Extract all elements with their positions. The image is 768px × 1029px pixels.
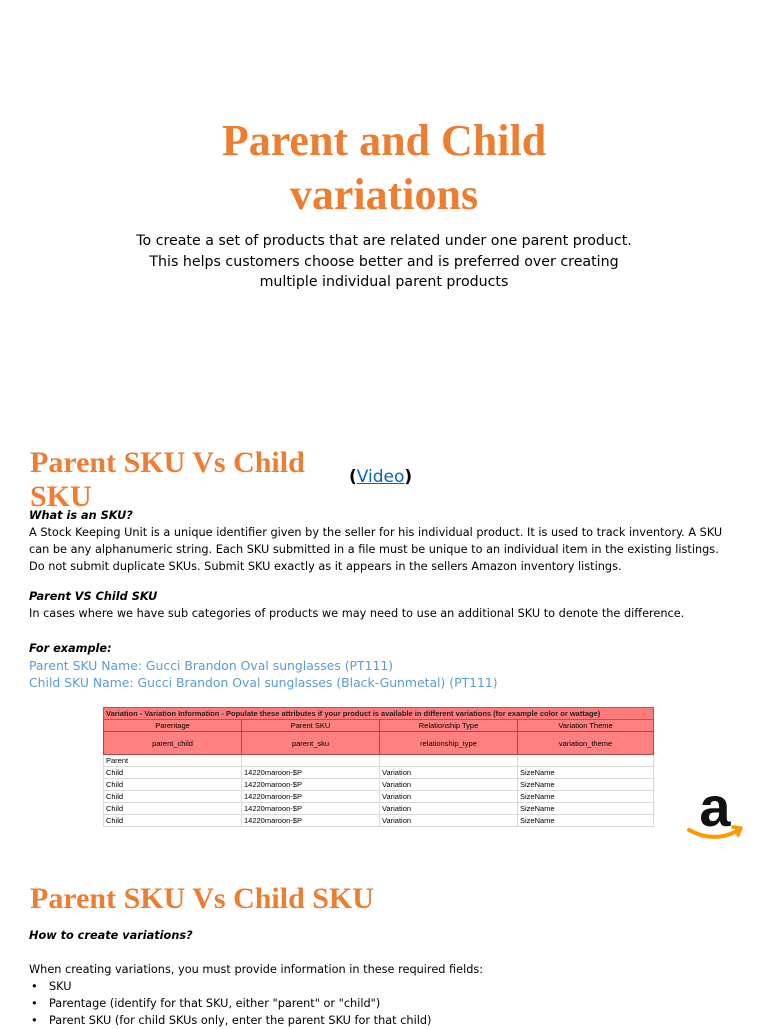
list-item: • Parentage (identify for that SKU, either "parent" or "child"): [29, 995, 431, 1012]
table-cell: SizeName: [518, 767, 654, 779]
sku-definition-line-1: A Stock Keeping Unit is a unique identifier given by the seller for his individual product. It is used to track inventory. A SKU: [29, 526, 723, 539]
question-parent-vs-child: Parent VS Child SKU: [29, 590, 158, 603]
table-cell: 14220maroon-$P: [242, 803, 380, 815]
table-cell: Parent: [104, 755, 242, 767]
sku-definition-line-3: Do not submit duplicate SKUs. Submit SKU exactly as it appears in the sellers Amazon inventory listings.: [29, 560, 622, 573]
table-banner: Variation - Variation Information - Populate these attributes if your product is available in different variations (for example color or wattage): [104, 708, 654, 720]
table-cell: Child: [104, 791, 242, 803]
amazon-logo-icon: [683, 782, 747, 844]
title-line-2: variations: [289, 170, 479, 219]
example-label: For example:: [29, 642, 112, 655]
table-header: Parentage: [104, 720, 242, 732]
table-row: [104, 815, 654, 827]
section1-title: [30, 446, 305, 514]
table-cell: [380, 755, 518, 767]
table-key: parent_child: [104, 732, 242, 755]
table-cell: SizeName: [518, 803, 654, 815]
required-fields-intro: When creating variations, you must provide information in these required fields:: [29, 963, 484, 976]
table-cell: Child: [104, 803, 242, 815]
section2-title: Parent SKU Vs Child SKU: [30, 882, 374, 915]
parent-vs-child-text: In cases where we have sub categories of products we may need to use an additional SKU to denote the difference.: [29, 607, 685, 620]
table-key: variation_theme: [518, 732, 654, 755]
page-title: [0, 114, 768, 222]
question-what-is-sku: What is an SKU?: [29, 509, 133, 522]
table-header: Variation Theme: [518, 720, 654, 732]
table-row: [104, 803, 654, 815]
table-cell: 14220maroon-$P: [242, 767, 380, 779]
video-open-paren: (: [349, 467, 357, 487]
sku-definition: [29, 524, 749, 575]
list-item: • Parent SKU (for child SKUs only, enter the parent SKU for that child): [29, 1012, 431, 1029]
variation-table: [103, 707, 654, 827]
table-row: [104, 791, 654, 803]
section1-title-line-1: Parent SKU Vs Child: [30, 446, 305, 479]
subtitle-line-1: To create a set of products that are related under one parent product.: [136, 233, 632, 249]
table-row: [104, 779, 654, 791]
table-cell: Variation: [380, 815, 518, 827]
subtitle-line-2: This helps customers choose better and is preferred over creating: [149, 253, 619, 270]
table-header: Parent SKU: [242, 720, 380, 732]
table-cell: Variation: [380, 791, 518, 803]
example-parent-sku: Parent SKU Name: Gucci Brandon Oval sunglasses (PT111): [29, 658, 394, 673]
video-close-paren: ): [404, 467, 413, 487]
table-key: parent_sku: [242, 732, 380, 755]
amazon-logo-letter: a: [699, 782, 731, 838]
list-item: • SKU: [29, 978, 431, 995]
table-cell: 14220maroon-$P: [242, 791, 380, 803]
table-cell: [242, 755, 380, 767]
table-cell: SizeName: [518, 815, 654, 827]
table-cell: Variation: [380, 779, 518, 791]
example-child-sku: Child SKU Name: Gucci Brandon Oval sunglasses (Black-Gunmetal) (PT111): [29, 675, 498, 690]
table-cell: 14220maroon-$P: [242, 779, 380, 791]
table-cell: Child: [104, 767, 242, 779]
table-cell: Child: [104, 815, 242, 827]
video-link[interactable]: Video: [356, 467, 405, 487]
table-cell: Variation: [380, 767, 518, 779]
video-link-wrapper: [349, 467, 412, 487]
table-cell: SizeName: [518, 791, 654, 803]
required-fields-list: [29, 978, 431, 1029]
table-row: [104, 755, 654, 767]
table-cell: [518, 755, 654, 767]
title-line-1: Parent and Child: [221, 116, 547, 165]
sku-definition-line-2: can be any alphanumeric string. Each SKU submitted in a file must be unique to an individual item in the existing listings.: [29, 543, 719, 556]
table-cell: SizeName: [518, 779, 654, 791]
table-cell: Child: [104, 779, 242, 791]
table-header: Relationship Type: [380, 720, 518, 732]
section1-title-line-2: SKU: [30, 480, 92, 513]
table-row: [104, 767, 654, 779]
question-how-to-create: How to create variations?: [29, 929, 193, 942]
subtitle-line-3: multiple individual parent products: [259, 274, 509, 290]
table-cell: 14220maroon-$P: [242, 815, 380, 827]
table-cell: Variation: [380, 803, 518, 815]
table-key: relationship_type: [380, 732, 518, 755]
subtitle: [84, 231, 684, 293]
